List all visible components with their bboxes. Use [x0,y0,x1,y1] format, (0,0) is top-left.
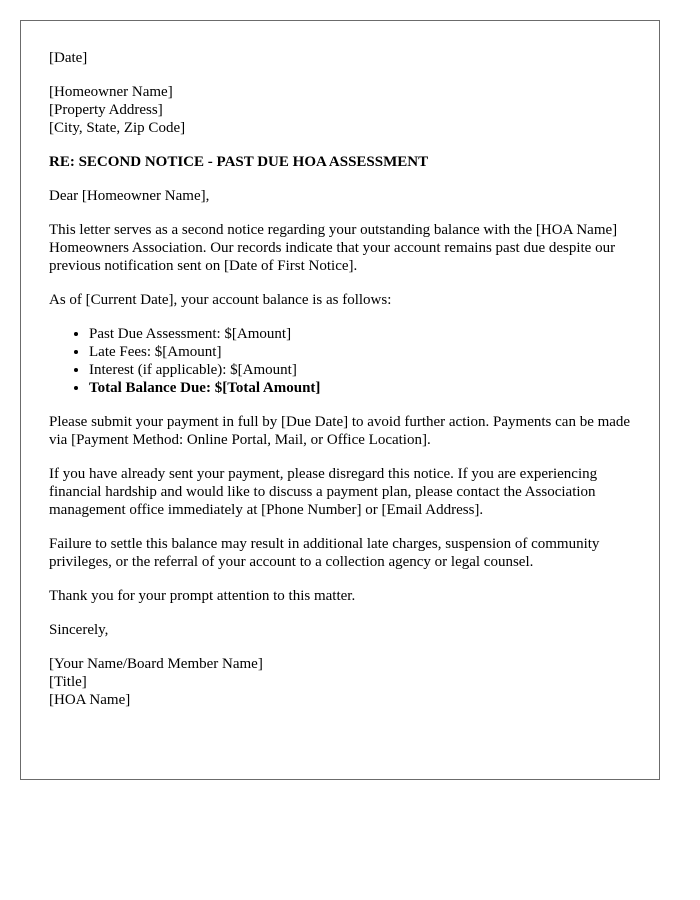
consequence-paragraph: Failure to settle this balance may result in additional late charges, suspension of community privileges, or the referral of your account to a collection agency or legal counsel. [49,536,600,570]
closing: Sincerely, [49,622,109,638]
signature-title: [Title] [49,674,87,690]
letter-subject: RE: SECOND NOTICE - PAST DUE HOA ASSESSMENT [49,154,429,170]
recipient-address: [Property Address] [49,102,163,118]
thanks-paragraph: Thank you for your prompt attention to this matter. [49,588,356,604]
payment-paragraph: Please submit your payment in full by [Due Date] to avoid further action. Payments can be made via [Payment Method: Online Portal, Mail, or Office Location]. [49,414,631,448]
intro-paragraph: This letter serves as a second notice regarding your outstanding balance with the [HOA Name] Homeowners Association. Our records indicate that your account remains past due despite our previous notification sent on [Date of First Notice]. [49,222,618,274]
salutation: Dear [Homeowner Name], [49,188,210,204]
recipient-city-state-zip: [City, State, Zip Code] [49,120,186,136]
balance-item-past-due: • Past Due Assessment: $[Amount] [89,325,631,343]
letter-page [20,20,660,780]
signature-name: [Your Name/Board Member Name] [49,656,263,672]
balance-item-total: • Total Balance Due: $[Total Amount] [89,379,631,397]
balance-list [49,325,631,397]
signature-block [49,655,631,709]
recipient-address-block [49,83,631,137]
balance-intro: As of [Current Date], your account balance is as follows: [49,292,392,308]
balance-item-late-fees: • Late Fees: $[Amount] [89,343,631,361]
balance-item-interest: • Interest (if applicable): $[Amount] [89,361,631,379]
signature-org: [HOA Name] [49,692,131,708]
letter-date: [Date] [49,50,88,66]
recipient-name: [Homeowner Name] [49,84,173,100]
hardship-paragraph: If you have already sent your payment, please disregard this notice. If you are experiencing financial hardship and would like to discuss a payment plan, please contact the Association management office immediately at [Phone Number] or [Email Address]. [49,466,598,518]
